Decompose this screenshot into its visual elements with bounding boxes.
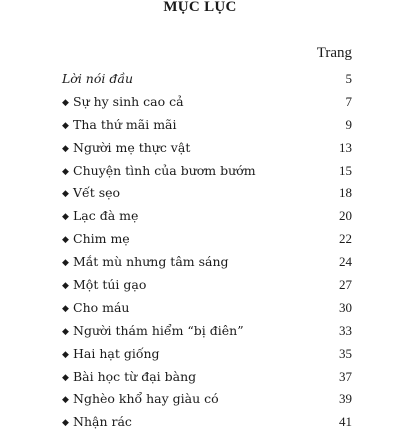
toc-entry[interactable] xyxy=(62,366,352,389)
toc-entry[interactable] xyxy=(62,411,352,434)
diamond-bullet-icon: ◆ xyxy=(62,395,69,406)
diamond-bullet-icon: ◆ xyxy=(62,349,69,360)
toc-entry-page: 7 xyxy=(345,93,352,109)
diamond-bullet-icon: ◆ xyxy=(62,258,69,269)
diamond-bullet-icon: ◆ xyxy=(62,143,69,154)
toc-entry-title: Nghèo khổ hay giàu có xyxy=(73,391,219,407)
toc-entry-title: Bài học từ đại bàng xyxy=(73,368,197,384)
diamond-bullet-icon: ◆ xyxy=(62,326,69,337)
toc-entry-title: Một túi gạo xyxy=(73,277,147,293)
page-title: MỤC LỤC xyxy=(163,0,237,15)
toc-entry-page: 24 xyxy=(339,254,352,270)
diamond-bullet-icon: ◆ xyxy=(62,235,69,246)
toc-entry[interactable] xyxy=(62,320,352,343)
toc-entry-page: 39 xyxy=(339,391,352,407)
toc-entry-title: Tha thứ mãi mãi xyxy=(73,116,177,132)
toc-entry-page: 15 xyxy=(339,162,352,178)
diamond-bullet-icon: ◆ xyxy=(62,166,69,177)
toc-entry-title: Chuyện tình của bươm bướm xyxy=(73,162,256,178)
toc-entry-page: 22 xyxy=(339,231,352,247)
toc-entry[interactable] xyxy=(62,251,352,274)
toc-entry[interactable] xyxy=(62,137,352,160)
toc-entry-title: Sự hy sinh cao cả xyxy=(73,93,184,109)
toc-entry-page: 20 xyxy=(339,208,352,224)
toc-entry[interactable] xyxy=(62,91,352,114)
toc-entry-title: Cho máu xyxy=(73,299,130,315)
toc-entry-page: 18 xyxy=(339,185,352,201)
diamond-bullet-icon: ◆ xyxy=(62,120,69,131)
table-of-contents xyxy=(62,68,352,434)
toc-entry-title: Nhận rác xyxy=(73,414,132,430)
toc-entry-page: 30 xyxy=(339,299,352,315)
toc-entry-title: Mắt mù nhưng tâm sáng xyxy=(73,254,229,270)
toc-entry[interactable] xyxy=(62,160,352,183)
diamond-bullet-icon: ◆ xyxy=(62,281,69,292)
toc-entry[interactable] xyxy=(62,343,352,366)
toc-entry-page: 13 xyxy=(339,139,352,155)
toc-entry-title: Lời nói đầu xyxy=(62,71,134,86)
toc-entry[interactable] xyxy=(62,68,352,91)
diamond-bullet-icon: ◆ xyxy=(62,189,69,200)
toc-entry-title: Lạc đà mẹ xyxy=(73,208,139,224)
toc-entry-title: Người thám hiểm “bị điên” xyxy=(73,322,244,338)
toc-entry[interactable] xyxy=(62,274,352,297)
diamond-bullet-icon: ◆ xyxy=(62,212,69,223)
toc-entry-page: 37 xyxy=(339,368,352,384)
toc-entry-page: 33 xyxy=(339,322,352,338)
diamond-bullet-icon: ◆ xyxy=(62,303,69,314)
toc-entry[interactable] xyxy=(62,182,352,205)
diamond-bullet-icon: ◆ xyxy=(62,97,69,108)
toc-entry-page: 35 xyxy=(339,345,352,361)
toc-entry[interactable] xyxy=(62,205,352,228)
toc-entry-page: 27 xyxy=(339,277,352,293)
toc-entry[interactable] xyxy=(62,228,352,251)
toc-entry-title: Hai hạt giống xyxy=(73,345,160,361)
toc-entry-title: Người mẹ thực vật xyxy=(73,139,191,155)
toc-entry[interactable] xyxy=(62,114,352,137)
toc-entry-page: 41 xyxy=(339,414,352,430)
toc-entry[interactable] xyxy=(62,297,352,320)
diamond-bullet-icon: ◆ xyxy=(62,372,69,383)
toc-entry-title: Chim mẹ xyxy=(73,231,130,247)
diamond-bullet-icon: ◆ xyxy=(62,418,69,429)
toc-entry-page: 9 xyxy=(345,116,352,132)
page-column-header: Trang xyxy=(316,45,352,61)
toc-entry-page: 5 xyxy=(345,71,352,86)
toc-entry-title: Vết sẹo xyxy=(73,185,121,201)
